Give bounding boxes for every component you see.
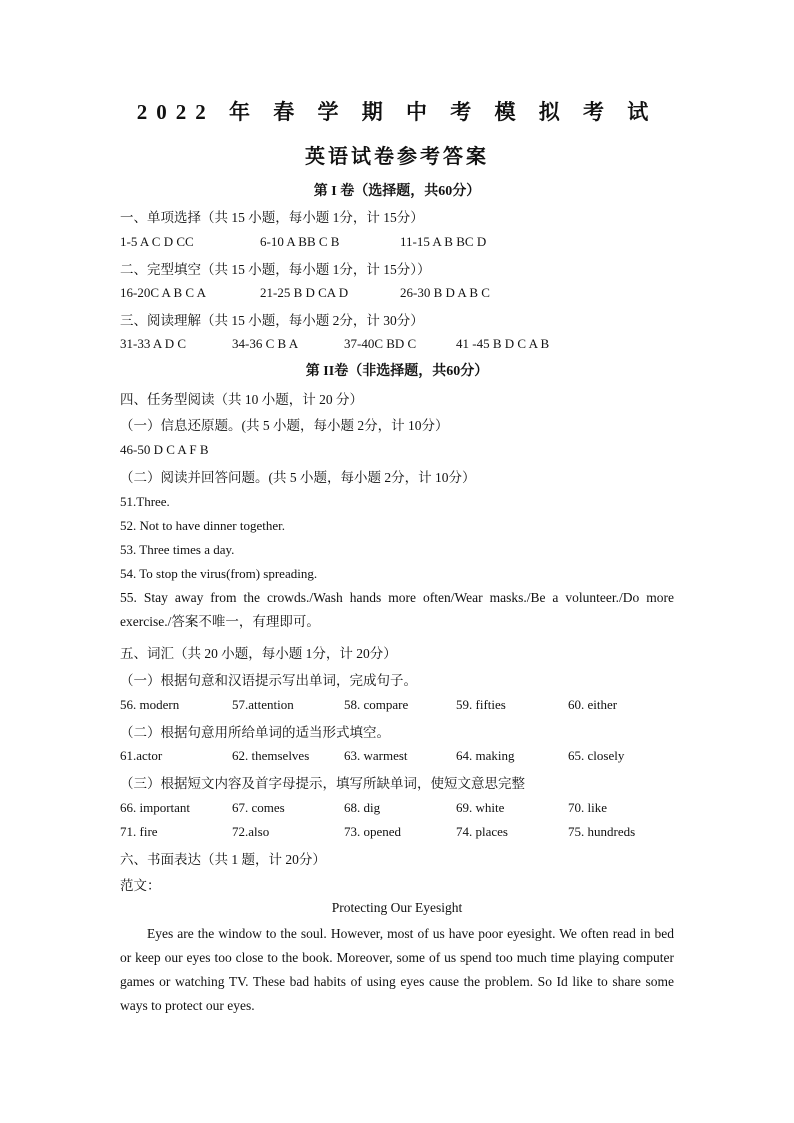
section-four-sub-one: （一）信息还原题。(共 5 小题，每小题 2分，计 10分）: [120, 418, 449, 433]
section-five-sub-one: （一）根据句意和汉语提示写出单词，完成句子。: [120, 673, 417, 688]
section-five-sub-two: （二）根据句意用所给单词的适当形式填空。: [120, 725, 390, 740]
vocab-answer: 64. making: [456, 748, 515, 763]
section-three-heading: 三、阅读理解（共 15 小题，每小题 2分，计 30分）: [120, 313, 424, 328]
part-two-heading: 第 II卷（非选择题，共60分）: [305, 364, 489, 379]
section-five-heading: 五、词汇（共 20 小题，每小题 1分，计 20分）: [120, 646, 397, 661]
essay-body: Eyes are the window to the soul. However, most of us have poor eyesight. We often read in bed or keep our eyes too close to the book. Moreover, some of us spend too much time playing computer games or watching TV. These bad habits of using eyes cause the problem. So Id like to share some ways to protect our eyes.: [120, 926, 674, 1013]
answer-55: 55. Stay away from the crowds./Wash hands more often/Wear masks./Be a volunteer./Do more exercise./答案不唯一，有理即可。: [120, 590, 674, 629]
vocab-answer: 72.also: [232, 824, 270, 839]
answer-54: 54. To stop the virus(from) spreading.: [120, 566, 318, 581]
vocab-answer: 74. places: [456, 824, 508, 839]
answer-group: 6-10 A BB C B: [260, 234, 340, 249]
vocab-answer: 62. themselves: [232, 748, 310, 763]
section-two-heading: 二、完型填空（共 15 小题，每小题 1分，计 15分））: [120, 262, 431, 277]
answer-51: 51.Three.: [120, 494, 170, 509]
answer-group: 31-33 A D C: [120, 336, 187, 351]
sample-essay-label: 范文：: [120, 878, 161, 893]
answer-group: 26-30 B D A B C: [400, 285, 490, 300]
vocab-answer: 69. white: [456, 800, 505, 815]
vocab-answer: 71. fire: [120, 824, 158, 839]
vocab-answer: 70. like: [568, 800, 607, 815]
vocab-answer: 65. closely: [568, 748, 625, 763]
section-four-sub-two: （二）阅读并回答问题。(共 5 小题，每小题 2分，计 10分）: [120, 470, 476, 485]
exam-subtitle: 英语试卷参考答案: [305, 146, 489, 168]
vocab-answer: 63. warmest: [344, 748, 408, 763]
section-six-heading: 六、书面表达（共 1 题，计 20分）: [120, 852, 326, 867]
section-five-sub-three: （三）根据短文内容及首字母提示，填写所缺单词，使短文意思完整: [120, 776, 525, 791]
answer-group: 16-20C A B C A: [120, 285, 206, 300]
vocab-answer: 68. dig: [344, 800, 381, 815]
section-four-heading: 四、任务型阅读（共 10 小题，计 20 分）: [120, 392, 363, 407]
vocab-answer: 66. important: [120, 800, 191, 815]
answer-group: 11-15 A B BC D: [400, 234, 487, 249]
answer-group: 37-40C BD C: [344, 336, 417, 351]
vocab-answer: 56. modern: [120, 697, 180, 712]
exam-title: 2022 年 春 学 期 中 考 模 拟 考 试: [136, 100, 658, 124]
part-one-heading: 第 I 卷（选择题，共60分）: [313, 184, 481, 199]
vocab-answer: 67. comes: [232, 800, 285, 815]
answer-group: 1-5 A C D CC: [120, 234, 194, 249]
vocab-answer: 58. compare: [344, 697, 409, 712]
answer-group: 41 -45 B D C A B: [456, 336, 550, 351]
section-one-heading: 一、单项选择（共 15 小题，每小题 1分，计 15分）: [120, 210, 424, 225]
vocab-answer: 75. hundreds: [568, 824, 636, 839]
vocab-answer: 61.actor: [120, 748, 163, 763]
answer-group: 21-25 B D CA D: [260, 285, 349, 300]
vocab-answer: 59. fifties: [456, 697, 506, 712]
section-four-sub-one-answer: 46-50 D C A F B: [120, 442, 209, 457]
vocab-answer: 73. opened: [344, 824, 402, 839]
answer-52: 52. Not to have dinner together.: [120, 518, 285, 533]
answer-group: 34-36 C B A: [232, 336, 299, 351]
vocab-answer: 57.attention: [232, 697, 294, 712]
answer-53: 53. Three times a day.: [120, 542, 235, 557]
vocab-answer: 60. either: [568, 697, 618, 712]
essay-title: Protecting Our Eyesight: [331, 900, 463, 915]
